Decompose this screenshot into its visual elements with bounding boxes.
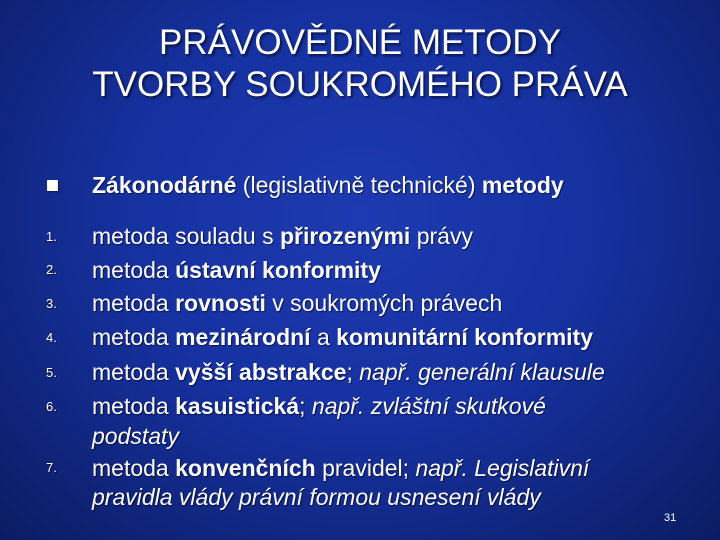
item-1-text-2: právy: [410, 223, 473, 249]
title-line-2: TVORBY SOUKROMÉHO PRÁVA: [92, 65, 628, 104]
list-item-6: [92, 392, 546, 420]
list-item-7-continuation: [92, 483, 541, 511]
item-5-bold: vyšší abstrakce: [175, 359, 347, 385]
list-number-2: 2.: [46, 262, 57, 277]
item-7-italic-2: pravidla vlády právní formou usnesení vlády: [92, 484, 541, 510]
list-item-4: [92, 323, 593, 351]
header-bold-1: Zákonodárné: [92, 172, 237, 198]
header-bullet-text: [92, 171, 564, 199]
item-2-bold: ústavní konformity: [175, 257, 381, 283]
item-6-italic-2: podstaty: [92, 423, 179, 449]
item-7-bold: konvenčních: [175, 455, 316, 481]
item-6-bold: kasuistická: [175, 393, 300, 419]
title-line-1: PRÁVOVĚDNÉ METODY: [159, 23, 561, 62]
list-item-3: [92, 289, 502, 317]
item-5-text-2: ;: [346, 359, 360, 385]
item-6-text: metoda: [92, 393, 176, 419]
list-item-5: [92, 358, 605, 386]
header-text-1: (legislativně technické): [236, 172, 482, 198]
item-6-italic: např. zvláštní skutkové: [311, 393, 546, 419]
square-bullet-icon: [47, 180, 58, 191]
item-3-text: metoda: [92, 290, 176, 316]
item-4-text-2: a: [310, 324, 337, 350]
item-5-italic: např. generální klausule: [359, 359, 605, 385]
page-number: 31: [664, 512, 677, 524]
item-5-text: metoda: [92, 359, 176, 385]
list-number-7: 7.: [46, 460, 57, 475]
list-item-1: [92, 222, 473, 250]
item-2-text: metoda: [92, 257, 176, 283]
list-number-3: 3.: [46, 296, 57, 311]
list-item-7: [92, 454, 589, 482]
item-4-text: metoda: [92, 324, 176, 350]
item-1-text: metoda souladu s: [92, 223, 280, 249]
item-7-text: metoda: [92, 455, 176, 481]
item-3-text-2: v soukromých právech: [265, 290, 503, 316]
item-7-text-2: pravidel;: [315, 455, 416, 481]
item-4-bold: mezinárodní: [175, 324, 311, 350]
item-4-bold-2: komunitární konformity: [336, 324, 594, 350]
list-item-6-continuation: [92, 422, 179, 450]
item-7-italic: např. Legislativní: [415, 455, 590, 481]
header-bold-2: metody: [481, 172, 564, 198]
list-number-6: 6.: [46, 399, 57, 414]
slide-title: [0, 22, 720, 106]
list-number-5: 5.: [46, 365, 57, 380]
list-number-4: 4.: [46, 330, 57, 345]
list-item-2: [92, 256, 381, 284]
item-1-bold: přirozenými: [279, 223, 411, 249]
list-number-1: 1.: [46, 229, 57, 244]
item-6-text-2: ;: [299, 393, 312, 419]
item-3-bold: rovnosti: [175, 290, 266, 316]
